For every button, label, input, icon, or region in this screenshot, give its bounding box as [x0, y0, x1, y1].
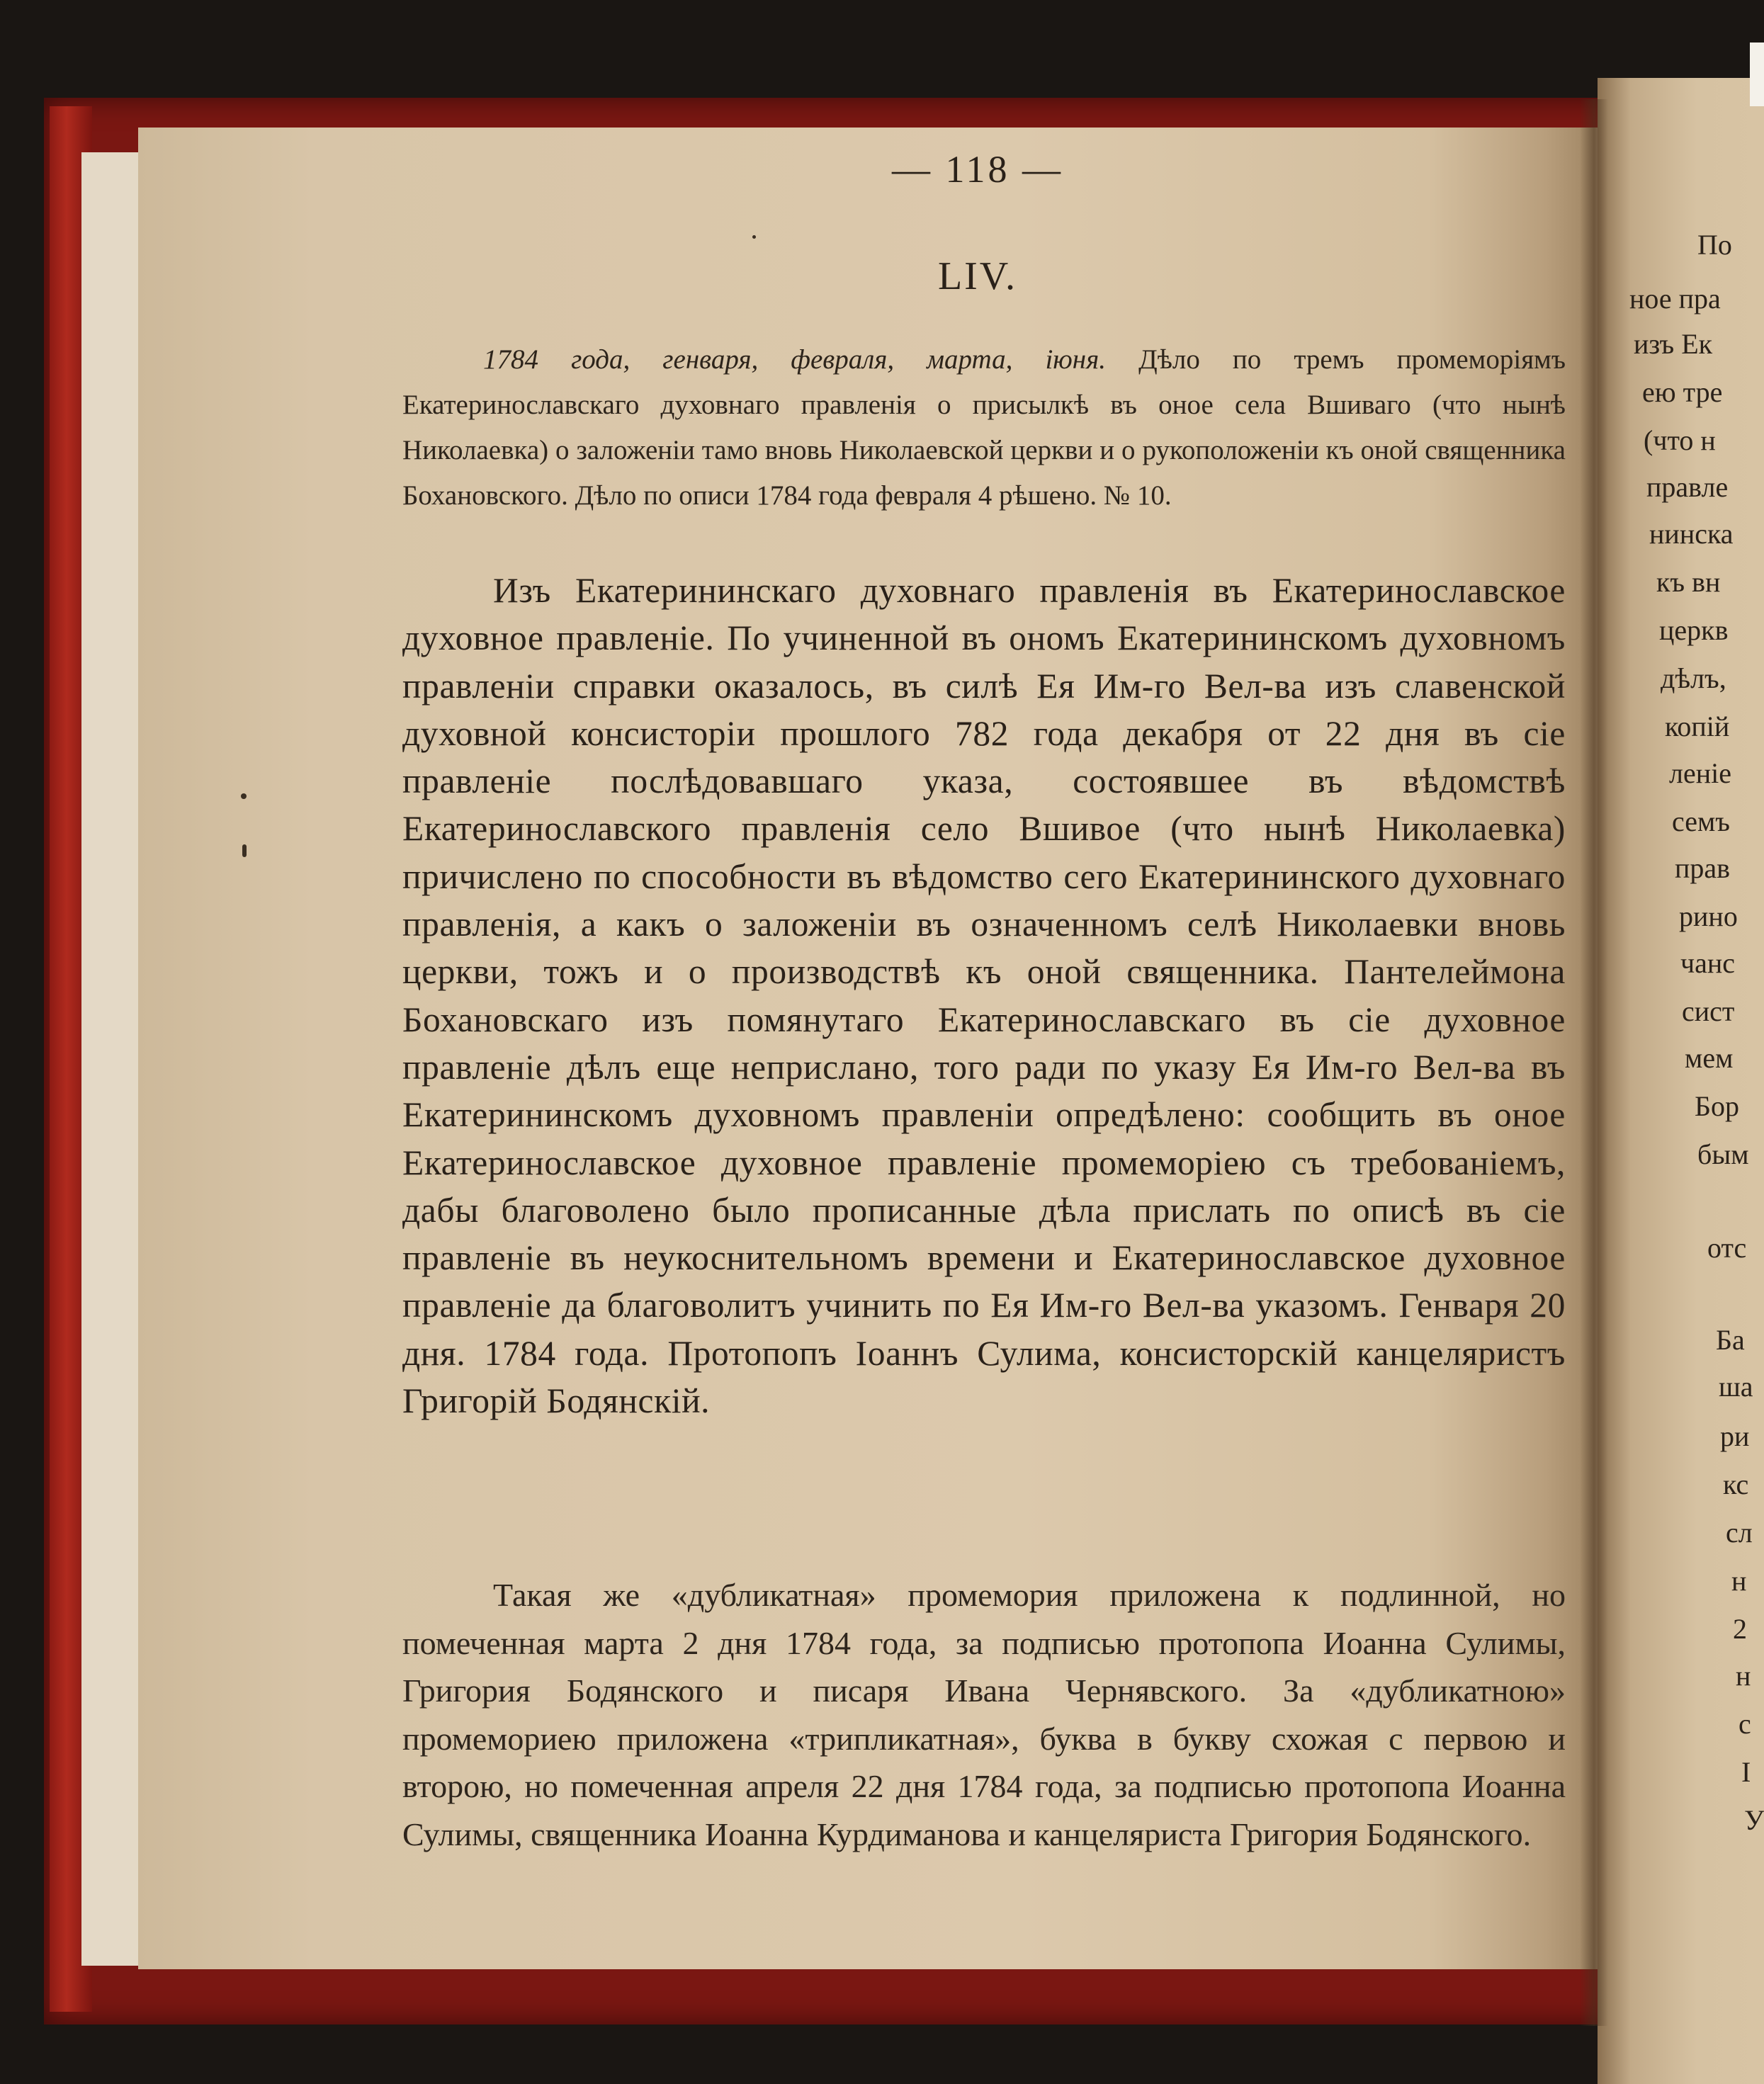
facing-page-fragment: 2 — [1733, 1613, 1747, 1645]
facing-page-fragment: копій — [1665, 710, 1730, 742]
facing-page-fragment: сл — [1726, 1517, 1753, 1548]
facing-page-fragment: нинска — [1649, 518, 1734, 550]
summary-text: Дѣло по тремъ промеморіямъ Екатеринославскаго духовнаго правленія о присылкѣ въ оное села Вшиваго (что нынѣ Николаевка) о заложеніи тамо вновь Николаевской церкви и о рукоположеніи къ оной священника Бохановского. Дѣло по описи 1784 года февраля 4 рѣшено. № 10. — [402, 344, 1566, 511]
facing-page-fragment: Ба — [1716, 1324, 1745, 1356]
facing-page-fragment: рино — [1679, 900, 1738, 932]
facing-page-fragment: отс — [1707, 1232, 1747, 1264]
body-paragraph: Изъ Екатерининскаго духовнаго правленія въ Екатеринославское духовное правленіе. По учиненной въ ономъ Екатерининскомъ духовномъ правленіи справки оказалось, въ силѣ Ея Им-го Вел-ва изъ славенской духовной консисторіи прошлого 782 года декабря от 22 дня въ сіе правленіе послѣдовавшаго указа, состоявшее въ вѣдомствѣ Екатеринославского правленія село Вшивое (что нынѣ Николаевка) причислено по способности въ вѣдомство сего Екатерининского духовнаго правленія, а какъ о заложеніи въ означенномъ селѣ Николаевки вновь церкви, тожъ и о производствѣ къ оной священника. Пантелеймона Бохановскаго изъ помянутаго Екатеринославскаго въ сіе духовное правленіе дѣлъ еще неприслано, того ради по указу Ея Им-го Вел-ва въ Екатерининскомъ духовномъ правленіи опредѣлено: сообщить въ оное Екатеринославское духовное правленіе промеморіею съ требованіемъ, дабы благоволено было прописанные дѣла прислать по описѣ въ сіе правленіе въ неукоснительномъ времени и Екатеринославское духовное правленіе да благоволитъ учинить по Ея Им-го Вел-ва указомъ. Генваря 20 дня. 1784 года. Протопопъ Іоаннъ Сулима, консисторскій канцеляристъ Григорій Бодянскій. — [402, 571, 1566, 1421]
paper-speck — [752, 235, 756, 239]
facing-page-fragment: ша — [1719, 1371, 1753, 1403]
facing-page-fragment: У — [1744, 1804, 1764, 1836]
document-summary — [402, 337, 1566, 519]
facing-page-fragment: ри — [1720, 1420, 1750, 1452]
page-gutter — [1580, 99, 1608, 2026]
facing-page-fragment: семъ — [1672, 805, 1730, 837]
facing-page-fragment: леніе — [1669, 757, 1731, 789]
paper-speck — [242, 844, 247, 857]
facing-page-fragment: І — [1741, 1756, 1751, 1788]
facing-page-fragment: бым — [1697, 1138, 1749, 1170]
section-title: LIV. — [937, 254, 1018, 298]
facing-page-fragment: кс — [1723, 1468, 1749, 1500]
facing-page-fragment: По — [1697, 229, 1732, 261]
facing-page-fragment: ею тре — [1642, 376, 1723, 408]
note-paragraph: Такая же «дубликатная» промемория приложена к подлинной, но помеченная марта 2 дня 1784 года, за подписью протопопа Иоанна Сулимы, Григория Бодянского и писаря Ивана Чернявского. За «дубликатною» промемориею приложена «трипликатная», буква в букву схожая с первою и второю, но помеченная апреля 22 дня 1784 года, за подписью протопопа Иоанна Сулимы, священника Иоанна Курдиманова и канцеляриста Григория Бодянского. — [402, 1577, 1566, 1852]
page-number: — 118 — — [892, 148, 1063, 191]
facing-page-fragment: сист — [1682, 995, 1735, 1027]
facing-page-fragment: мем — [1685, 1042, 1734, 1074]
paper-speck — [241, 793, 247, 799]
facing-page-fragment: ное пра — [1629, 283, 1721, 315]
facing-page-fragment: с — [1738, 1708, 1751, 1740]
facing-page-fragment: церкв — [1659, 614, 1729, 646]
facing-page-fragment: прав — [1675, 852, 1731, 884]
facing-page-fragment: правле — [1646, 471, 1729, 503]
facing-page-fragment: н — [1731, 1565, 1747, 1597]
facing-page-fragment: дѣлъ, — [1661, 662, 1726, 694]
facing-page-fragment: Бор — [1695, 1090, 1739, 1122]
facing-page-fragment: (что н — [1644, 424, 1716, 456]
facing-page-fragment: чанс — [1680, 947, 1736, 979]
facing-page-fragment: изъ Ек — [1634, 328, 1713, 360]
facing-page-fragment: къ вн — [1656, 566, 1721, 598]
summary-date: 1784 года, генваря, февраля, марта, іюня. — [483, 344, 1107, 375]
facing-page-fragment: н — [1736, 1660, 1751, 1692]
paper-corner — [1750, 43, 1764, 106]
